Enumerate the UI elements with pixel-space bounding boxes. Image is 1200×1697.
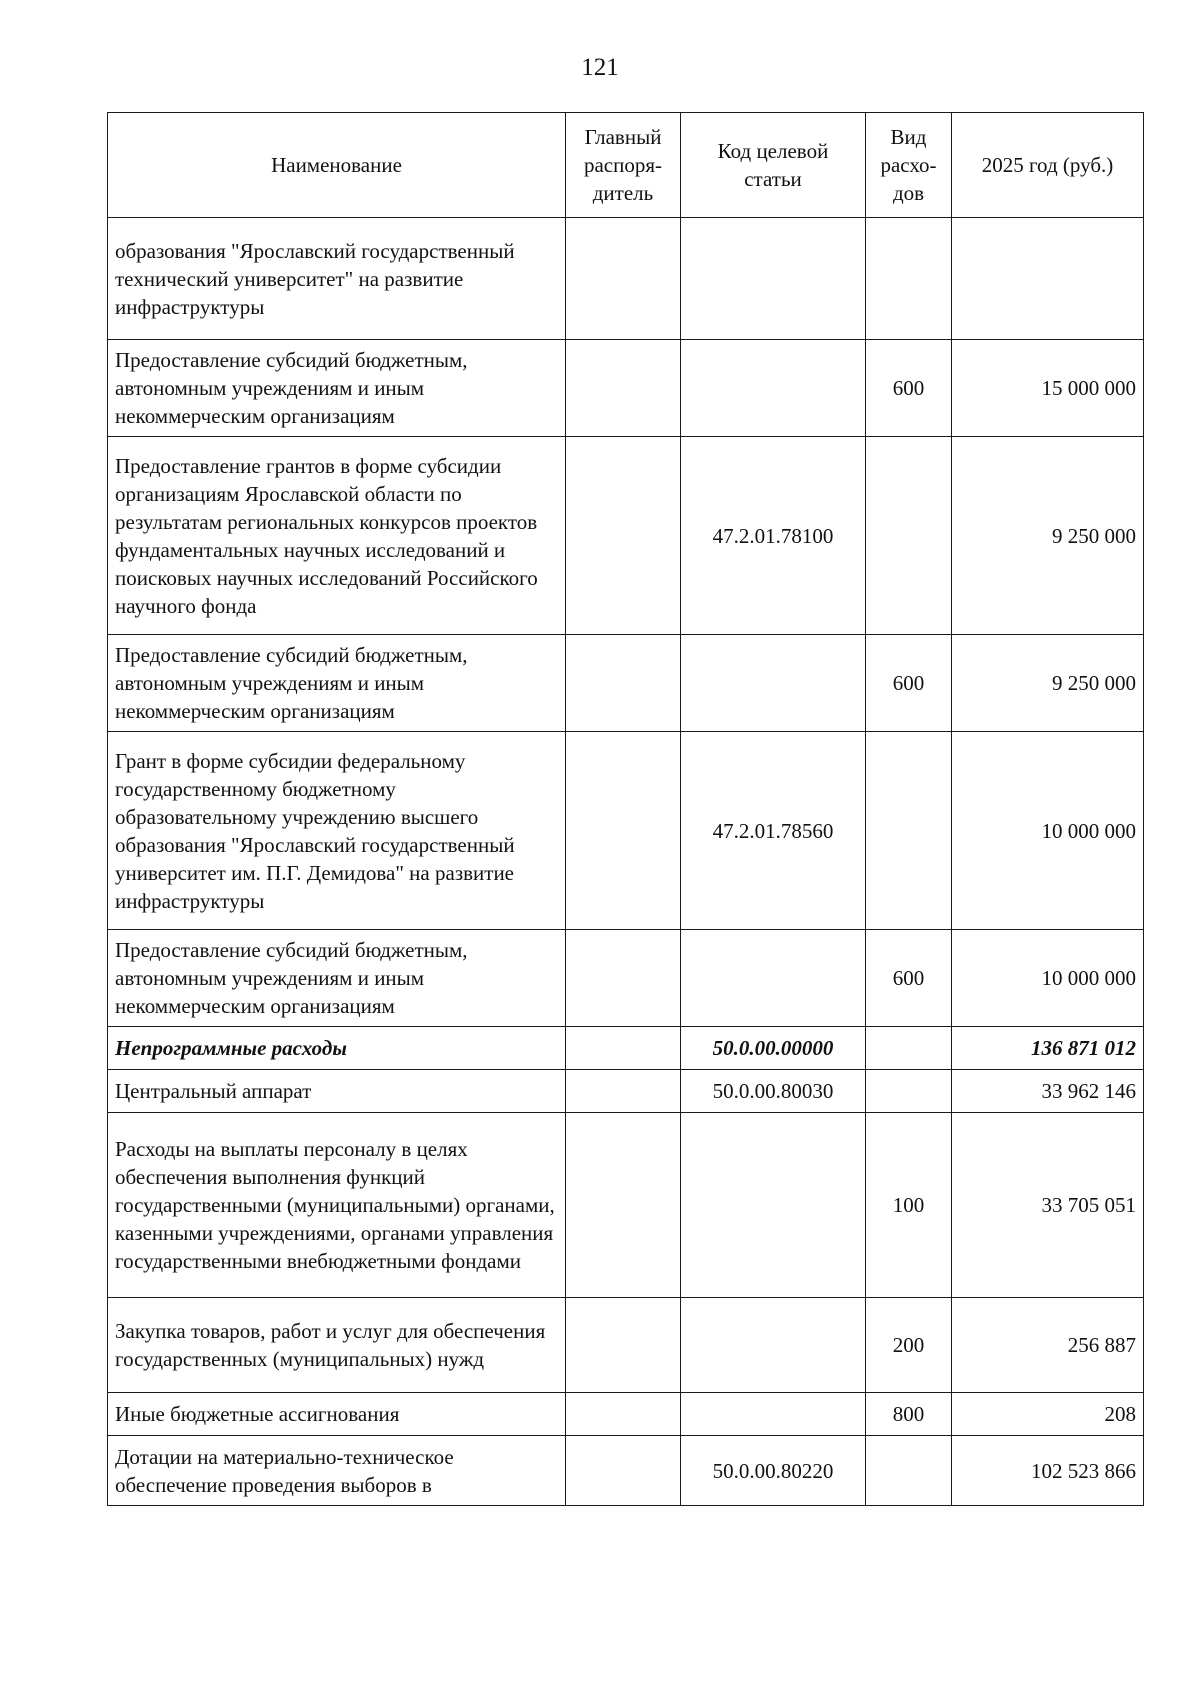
row-name: Предоставление субсидий бюджетным, автономным учреждениям и иным некоммерческим организациям xyxy=(108,635,566,732)
row-type xyxy=(866,218,952,340)
row-type: 200 xyxy=(866,1298,952,1393)
row-code xyxy=(681,930,866,1027)
table-row xyxy=(108,930,1144,1027)
row-code xyxy=(681,1113,866,1298)
row-code xyxy=(681,218,866,340)
row-admin xyxy=(566,437,681,635)
row-type: 100 xyxy=(866,1113,952,1298)
row-type xyxy=(866,1070,952,1113)
row-admin xyxy=(566,1113,681,1298)
header-admin: Главный распоря-дитель xyxy=(566,113,681,218)
table-row xyxy=(108,1113,1144,1298)
row-amount: 136 871 012 xyxy=(952,1027,1144,1070)
row-admin xyxy=(566,1436,681,1506)
table-row xyxy=(108,1393,1144,1436)
header-amount: 2025 год (руб.) xyxy=(952,113,1144,218)
table-body xyxy=(108,218,1144,1506)
table-row xyxy=(108,732,1144,930)
table-row xyxy=(108,1027,1144,1070)
row-amount: 33 962 146 xyxy=(952,1070,1144,1113)
row-admin xyxy=(566,635,681,732)
row-name: Иные бюджетные ассигнования xyxy=(108,1393,566,1436)
table-header xyxy=(108,113,1144,218)
row-admin xyxy=(566,1027,681,1070)
row-name: Непрограммные расходы xyxy=(108,1027,566,1070)
row-admin xyxy=(566,218,681,340)
row-amount: 102 523 866 xyxy=(952,1436,1144,1506)
header-code: Код целевой статьи xyxy=(681,113,866,218)
row-type: 600 xyxy=(866,340,952,437)
table-row xyxy=(108,437,1144,635)
row-code: 50.0.00.80030 xyxy=(681,1070,866,1113)
row-amount: 208 xyxy=(952,1393,1144,1436)
row-code xyxy=(681,1298,866,1393)
row-name: Предоставление субсидий бюджетным, автономным учреждениям и иным некоммерческим организациям xyxy=(108,340,566,437)
row-admin xyxy=(566,930,681,1027)
row-type: 800 xyxy=(866,1393,952,1436)
budget-table xyxy=(107,112,1144,1506)
row-amount: 256 887 xyxy=(952,1298,1144,1393)
row-code xyxy=(681,635,866,732)
row-name: Дотации на материально-техническое обеспечение проведения выборов в xyxy=(108,1436,566,1506)
row-amount: 33 705 051 xyxy=(952,1113,1144,1298)
row-type: 600 xyxy=(866,930,952,1027)
table-row xyxy=(108,340,1144,437)
row-admin xyxy=(566,732,681,930)
table-row xyxy=(108,218,1144,340)
row-type: 600 xyxy=(866,635,952,732)
row-name: Расходы на выплаты персоналу в целях обеспечения выполнения функций государственными (муниципальными) органами, казенными учреждениями, органами управления государственными внебюджетными фондами xyxy=(108,1113,566,1298)
header-type: Вид расхо-дов xyxy=(866,113,952,218)
row-type xyxy=(866,732,952,930)
header-name: Наименование xyxy=(108,113,566,218)
table-row xyxy=(108,1298,1144,1393)
page-number: 121 xyxy=(581,54,619,81)
row-amount: 15 000 000 xyxy=(952,340,1144,437)
row-admin xyxy=(566,340,681,437)
row-code: 50.0.00.00000 xyxy=(681,1027,866,1070)
row-code xyxy=(681,340,866,437)
row-code xyxy=(681,1393,866,1436)
row-amount: 10 000 000 xyxy=(952,930,1144,1027)
row-name: Грант в форме субсидии федеральному государственному бюджетному образовательному учреждению высшего образования "Ярославский государственный университет им. П.Г. Демидова" на развитие инфраструктуры xyxy=(108,732,566,930)
row-name: Предоставление субсидий бюджетным, автономным учреждениям и иным некоммерческим организациям xyxy=(108,930,566,1027)
row-name: Закупка товаров, работ и услуг для обеспечения государственных (муниципальных) нужд xyxy=(108,1298,566,1393)
row-code: 50.0.00.80220 xyxy=(681,1436,866,1506)
row-type xyxy=(866,1436,952,1506)
table-row xyxy=(108,635,1144,732)
row-admin xyxy=(566,1070,681,1113)
row-name: образования "Ярославский государственный технический университет" на развитие инфраструктуры xyxy=(108,218,566,340)
row-admin xyxy=(566,1298,681,1393)
row-name: Предоставление грантов в форме субсидии организациям Ярославской области по результатам региональных конкурсов проектов фундаментальных научных исследований и поисковых научных исследований Российского научного фонда xyxy=(108,437,566,635)
header-row xyxy=(108,113,1144,218)
row-amount xyxy=(952,218,1144,340)
row-amount: 9 250 000 xyxy=(952,635,1144,732)
row-amount: 9 250 000 xyxy=(952,437,1144,635)
row-code: 47.2.01.78560 xyxy=(681,732,866,930)
row-type xyxy=(866,437,952,635)
table-row xyxy=(108,1436,1144,1506)
row-amount: 10 000 000 xyxy=(952,732,1144,930)
table-row xyxy=(108,1070,1144,1113)
row-code: 47.2.01.78100 xyxy=(681,437,866,635)
row-type xyxy=(866,1027,952,1070)
row-admin xyxy=(566,1393,681,1436)
row-name: Центральный аппарат xyxy=(108,1070,566,1113)
